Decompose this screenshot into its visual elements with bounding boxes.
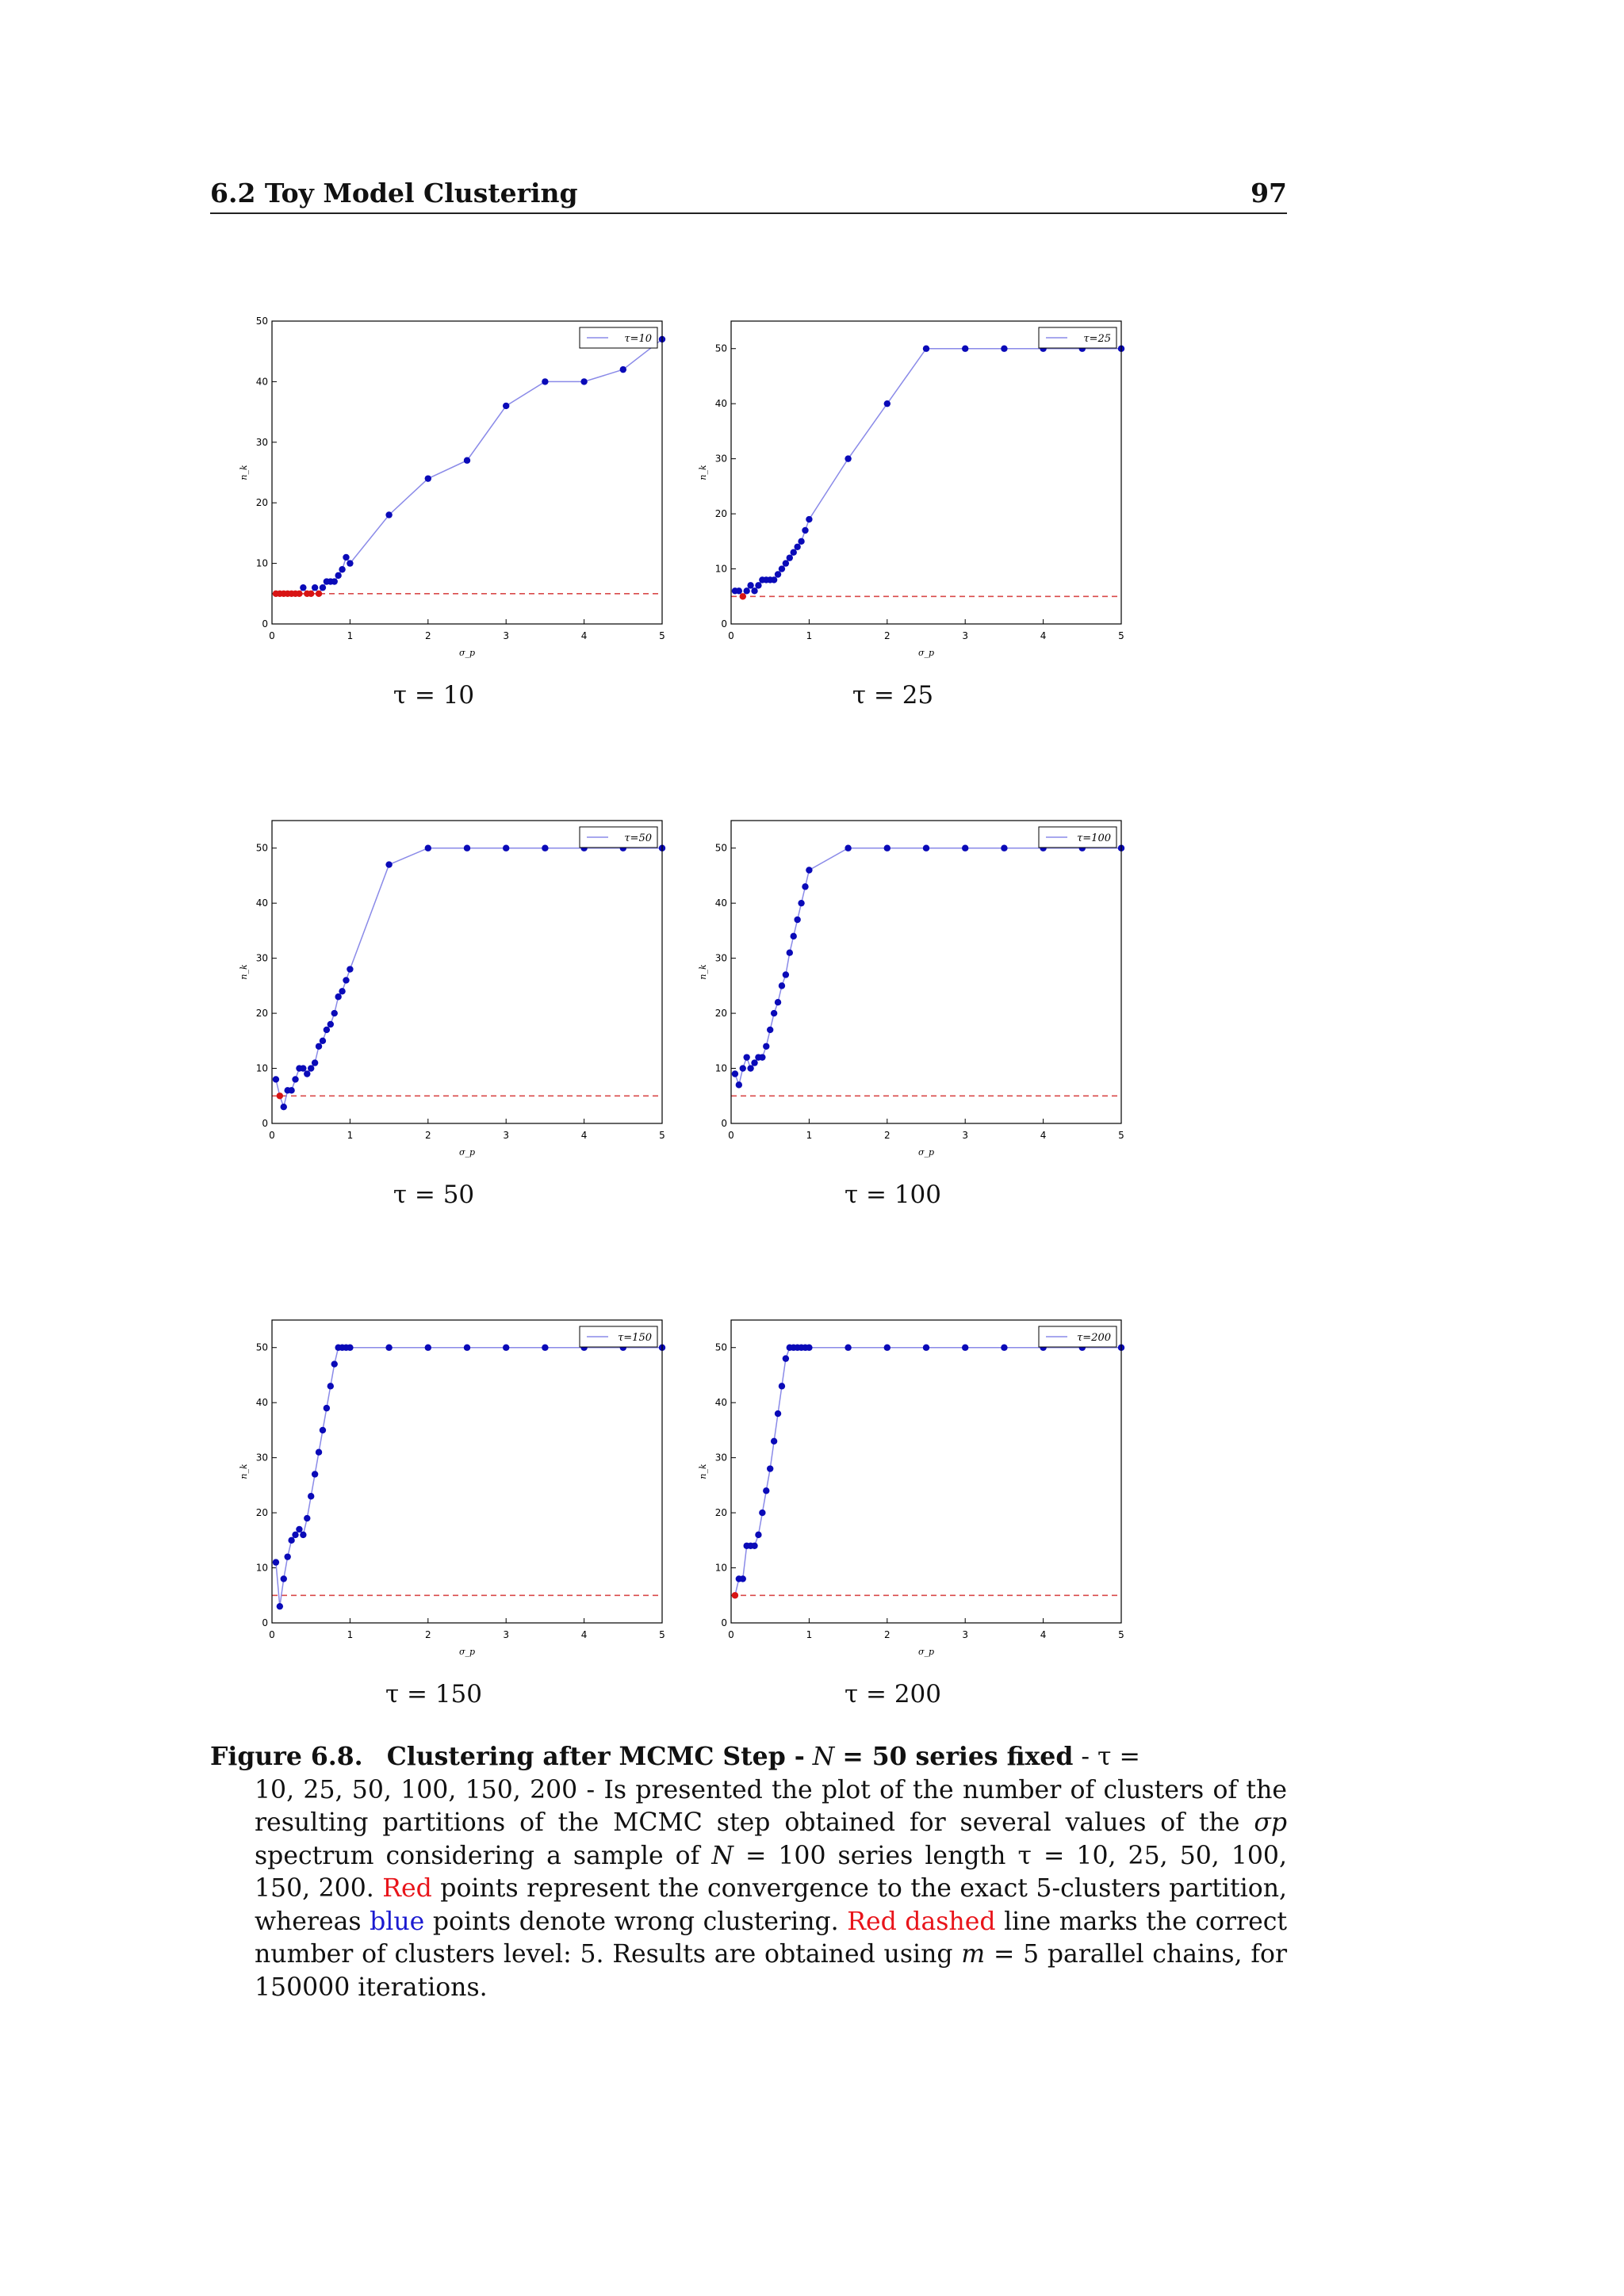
wrong-point — [845, 845, 851, 851]
y-tick-label: 10 — [714, 1062, 727, 1074]
x-tick-label: 0 — [728, 1130, 734, 1141]
wrong-point — [747, 582, 753, 588]
y-tick-label: 10 — [255, 557, 268, 569]
wrong-point — [503, 1345, 509, 1351]
wrong-point — [736, 1081, 742, 1088]
panel-subcaption: τ = 150 — [385, 1680, 483, 1709]
wrong-point — [798, 900, 804, 906]
wrong-point — [791, 549, 797, 556]
x-tick-label: 0 — [269, 1629, 275, 1640]
wrong-point — [312, 1471, 318, 1477]
x-tick-label: 5 — [659, 1629, 665, 1640]
x-axis-label: σ_p — [917, 1647, 935, 1657]
wrong-point — [339, 566, 345, 572]
y-tick-label: 20 — [714, 508, 727, 520]
wrong-point — [320, 584, 326, 591]
wrong-point — [743, 1054, 749, 1060]
section-title: 6.2 Toy Model Clustering — [210, 178, 578, 209]
y-tick-label: 10 — [714, 563, 727, 575]
wrong-point — [284, 1553, 290, 1559]
wrong-point — [580, 378, 587, 385]
y-tick-label: 0 — [721, 618, 727, 629]
x-tick-label: 3 — [962, 1130, 969, 1141]
y-axis-label: n_k — [239, 465, 249, 480]
wrong-point — [385, 511, 392, 518]
wrong-point — [308, 1493, 314, 1499]
legend-label: τ=10 — [624, 333, 652, 345]
x-axis-label: σ_p — [458, 1647, 476, 1657]
y-tick-label: 30 — [255, 952, 268, 964]
x-tick-label: 2 — [883, 630, 891, 641]
wrong-point — [542, 1345, 548, 1351]
figure-caption — [210, 1740, 1287, 2004]
panel-subcaption: τ = 10 — [393, 681, 475, 710]
wrong-point — [304, 1515, 310, 1521]
legend-label: τ=100 — [1077, 832, 1111, 844]
wrong-point — [806, 516, 812, 522]
caption-heading: Figure 6.8. Clustering after MCMC Step - N = 50 series fixed - τ = — [210, 1742, 1140, 1771]
wrong-point — [779, 565, 785, 572]
wrong-point — [288, 1537, 294, 1544]
wrong-point — [464, 1345, 470, 1351]
x-tick-label: 2 — [424, 1130, 431, 1141]
wrong-point — [806, 1345, 812, 1351]
series-line — [735, 1348, 1121, 1596]
wrong-point — [884, 400, 891, 407]
x-tick-label: 2 — [883, 1629, 891, 1640]
y-tick-label: 20 — [255, 1008, 268, 1020]
y-axis-label: n_k — [698, 465, 708, 480]
wrong-point — [783, 560, 789, 566]
wrong-point — [316, 1043, 322, 1050]
wrong-point — [923, 346, 929, 352]
wrong-point — [794, 916, 800, 923]
wrong-point — [335, 993, 341, 1000]
chart-panel-1 — [239, 316, 665, 710]
y-tick-label: 50 — [255, 1341, 268, 1353]
x-tick-label: 3 — [503, 630, 510, 641]
y-tick-label: 0 — [262, 1118, 268, 1129]
wrong-point — [783, 971, 789, 978]
y-tick-label: 50 — [714, 842, 727, 854]
y-tick-label: 50 — [255, 842, 268, 854]
series-line — [276, 848, 662, 1107]
wrong-point — [962, 845, 968, 851]
wrong-point — [798, 538, 804, 545]
x-axis-label: σ_p — [917, 648, 935, 658]
x-tick-label: 0 — [269, 630, 275, 641]
x-tick-label: 1 — [806, 1629, 813, 1640]
caption-body: 10, 25, 50, 100, 150, 200 - Is presented the plot of the number of clusters of the resulting partitions of the MCMC step obtained for several values of the σp spectrum considering a sample of N = 100 series length τ = 10, 25, 50, 100, 150, 200. Red points represent the convergence to the exact 5-clusters partition, whereas blue points denote wrong clustering. Red dashed line marks the correct number of clusters level: 5. Results are obtained using m = 5 parallel chains, for 150000 iterations. — [255, 1775, 1288, 2002]
wrong-point — [845, 1345, 851, 1351]
converged-point — [732, 1592, 738, 1598]
wrong-point — [802, 883, 808, 890]
wrong-point — [755, 1532, 761, 1538]
wrong-point — [923, 1345, 929, 1351]
caption-red-word: Red — [382, 1874, 432, 1903]
wrong-point — [775, 1410, 781, 1417]
wrong-point — [300, 1532, 306, 1538]
wrong-point — [335, 572, 341, 579]
wrong-point — [962, 1345, 968, 1351]
wrong-point — [767, 1027, 773, 1033]
wrong-point — [779, 1383, 785, 1389]
wrong-point — [281, 1104, 287, 1110]
wrong-point — [1001, 1345, 1007, 1351]
y-tick-label: 0 — [262, 1617, 268, 1628]
wrong-point — [783, 1355, 789, 1361]
wrong-point — [281, 1575, 287, 1582]
wrong-point — [320, 1427, 326, 1433]
x-tick-label: 3 — [503, 1629, 510, 1640]
y-tick-label: 30 — [714, 453, 727, 465]
x-tick-label: 1 — [806, 630, 813, 641]
y-tick-label: 20 — [255, 497, 268, 509]
wrong-point — [771, 1010, 777, 1016]
y-tick-label: 10 — [255, 1062, 268, 1074]
y-tick-label: 50 — [255, 316, 268, 327]
wrong-point — [962, 346, 968, 352]
wrong-point — [763, 1487, 769, 1494]
y-axis-label: n_k — [698, 1464, 708, 1479]
y-tick-label: 40 — [714, 897, 727, 909]
y-tick-label: 0 — [262, 618, 268, 629]
wrong-point — [747, 1065, 753, 1071]
x-tick-label: 1 — [347, 630, 354, 641]
x-tick-label: 5 — [1118, 1629, 1124, 1640]
y-tick-label: 40 — [255, 897, 268, 909]
wrong-point — [464, 457, 470, 464]
wrong-point — [320, 1038, 326, 1044]
y-axis-label: n_k — [239, 1464, 249, 1479]
wrong-point — [292, 1076, 298, 1082]
y-tick-label: 40 — [255, 376, 268, 388]
wrong-point — [343, 977, 349, 983]
wrong-point — [759, 1510, 765, 1516]
x-axis-label: σ_p — [458, 648, 476, 658]
x-tick-label: 2 — [883, 1130, 891, 1141]
x-tick-label: 1 — [347, 1629, 354, 1640]
converged-point — [277, 1093, 283, 1099]
wrong-point — [771, 1438, 777, 1445]
wrong-point — [767, 1465, 773, 1471]
wrong-point — [775, 571, 781, 577]
panel-subcaption: τ = 50 — [393, 1181, 475, 1209]
wrong-point — [779, 982, 785, 989]
x-tick-label: 4 — [1040, 1130, 1047, 1141]
y-tick-label: 50 — [714, 342, 727, 354]
wrong-point — [542, 378, 548, 385]
y-tick-label: 30 — [255, 1452, 268, 1464]
wrong-point — [755, 582, 761, 588]
wrong-point — [312, 584, 318, 591]
wrong-point — [1001, 845, 1007, 851]
wrong-point — [732, 1070, 738, 1077]
y-tick-label: 30 — [714, 952, 727, 964]
x-tick-label: 2 — [424, 630, 431, 641]
wrong-point — [884, 845, 891, 851]
x-tick-label: 1 — [347, 1130, 354, 1141]
wrong-point — [308, 1065, 314, 1071]
y-tick-label: 40 — [714, 1397, 727, 1409]
x-tick-label: 5 — [1118, 1130, 1124, 1141]
x-axis-label: σ_p — [458, 1147, 476, 1158]
wrong-point — [273, 1076, 279, 1082]
wrong-point — [288, 1087, 294, 1093]
x-tick-label: 0 — [728, 1629, 734, 1640]
wrong-point — [787, 554, 793, 561]
wrong-point — [763, 1043, 769, 1050]
converged-point — [740, 593, 746, 599]
y-tick-label: 30 — [714, 1452, 727, 1464]
x-tick-label: 1 — [806, 1130, 813, 1141]
wrong-point — [331, 1010, 338, 1016]
x-tick-label: 4 — [580, 630, 588, 641]
plot-frame — [731, 1320, 1121, 1623]
chart-panel-2 — [698, 321, 1124, 710]
wrong-point — [503, 403, 509, 409]
wrong-point — [327, 1021, 334, 1027]
panel-subcaption: τ = 200 — [844, 1680, 942, 1709]
wrong-point — [542, 845, 548, 851]
converged-point — [308, 591, 314, 597]
page-number: 97 — [1251, 178, 1287, 209]
wrong-point — [296, 1526, 302, 1533]
y-tick-label: 0 — [721, 1617, 727, 1628]
wrong-point — [343, 554, 349, 561]
series-line — [735, 848, 1121, 1085]
wrong-point — [331, 1360, 338, 1367]
x-tick-label: 0 — [269, 1130, 275, 1141]
wrong-point — [775, 999, 781, 1005]
wrong-point — [324, 1405, 330, 1411]
wrong-point — [759, 1054, 765, 1060]
legend-label: τ=50 — [624, 832, 652, 844]
chart-panel-3 — [239, 821, 665, 1209]
y-axis-label: n_k — [698, 964, 708, 980]
wrong-point — [316, 1448, 322, 1455]
wrong-point — [331, 578, 338, 584]
x-tick-label: 2 — [424, 1629, 431, 1640]
wrong-point — [787, 949, 793, 955]
y-tick-label: 20 — [255, 1507, 268, 1519]
wrong-point — [743, 587, 749, 594]
wrong-point — [425, 1345, 431, 1351]
wrong-point — [347, 1345, 353, 1351]
wrong-point — [802, 527, 808, 534]
legend-label: τ=150 — [618, 1332, 652, 1344]
y-tick-label: 20 — [714, 1008, 727, 1020]
chart-panel-6 — [698, 1320, 1124, 1709]
y-tick-label: 50 — [714, 1341, 727, 1353]
plot-frame — [731, 321, 1121, 624]
x-tick-label: 5 — [659, 1130, 665, 1141]
y-tick-label: 10 — [714, 1562, 727, 1574]
y-tick-label: 10 — [255, 1562, 268, 1574]
series-line — [735, 349, 1121, 597]
wrong-point — [300, 584, 306, 591]
wrong-point — [339, 988, 345, 994]
y-tick-label: 30 — [255, 436, 268, 448]
x-tick-label: 4 — [1040, 1629, 1047, 1640]
legend-label: τ=200 — [1077, 1332, 1111, 1344]
wrong-point — [385, 861, 392, 867]
wrong-point — [751, 1059, 757, 1066]
series-line — [276, 339, 662, 594]
y-tick-label: 20 — [714, 1507, 727, 1519]
wrong-point — [923, 845, 929, 851]
caption-label: Figure 6.8. — [210, 1742, 363, 1771]
wrong-point — [751, 1543, 757, 1549]
wrong-point — [304, 1070, 310, 1077]
wrong-point — [277, 1603, 283, 1609]
wrong-point — [273, 1559, 279, 1565]
wrong-point — [736, 587, 742, 594]
x-tick-label: 0 — [728, 630, 734, 641]
wrong-point — [324, 1027, 330, 1033]
x-tick-label: 5 — [1118, 630, 1124, 641]
plot-frame — [731, 821, 1121, 1123]
wrong-point — [791, 933, 797, 939]
x-tick-label: 3 — [962, 1629, 969, 1640]
plot-frame — [272, 1320, 662, 1623]
panel-subcaption: τ = 100 — [844, 1181, 942, 1209]
y-tick-label: 0 — [721, 1118, 727, 1129]
x-tick-label: 4 — [580, 1130, 588, 1141]
wrong-point — [751, 587, 757, 594]
panel-subcaption: τ = 25 — [852, 681, 934, 710]
plot-frame — [272, 821, 662, 1123]
x-tick-label: 5 — [659, 630, 665, 641]
y-tick-label: 40 — [255, 1397, 268, 1409]
wrong-point — [464, 845, 470, 851]
chart-panel-5 — [239, 1320, 665, 1709]
wrong-point — [425, 845, 431, 851]
converged-point — [296, 591, 302, 597]
wrong-point — [425, 475, 431, 481]
wrong-point — [771, 576, 777, 583]
wrong-point — [884, 1345, 891, 1351]
y-tick-label: 40 — [714, 398, 727, 410]
wrong-point — [300, 1065, 306, 1071]
wrong-point — [347, 966, 353, 972]
wrong-point — [740, 1065, 746, 1071]
chart-panel-4 — [698, 821, 1124, 1209]
x-axis-label: σ_p — [917, 1147, 935, 1158]
wrong-point — [740, 1575, 746, 1582]
wrong-point — [503, 845, 509, 851]
wrong-point — [806, 867, 812, 873]
x-tick-label: 4 — [1040, 630, 1047, 641]
x-tick-label: 3 — [962, 630, 969, 641]
wrong-point — [845, 455, 851, 461]
caption-red-dashed: Red dashed — [847, 1907, 996, 1936]
wrong-point — [327, 1383, 334, 1389]
wrong-point — [312, 1059, 318, 1066]
caption-blue-word: blue — [370, 1907, 425, 1936]
converged-point — [316, 591, 322, 597]
legend-label: τ=25 — [1083, 333, 1111, 345]
wrong-point — [347, 560, 353, 566]
wrong-point — [385, 1345, 392, 1351]
x-tick-label: 4 — [580, 1629, 588, 1640]
wrong-point — [1001, 346, 1007, 352]
y-axis-label: n_k — [239, 964, 249, 980]
x-tick-label: 3 — [503, 1130, 510, 1141]
wrong-point — [292, 1532, 298, 1538]
wrong-point — [620, 366, 626, 373]
wrong-point — [794, 544, 800, 550]
